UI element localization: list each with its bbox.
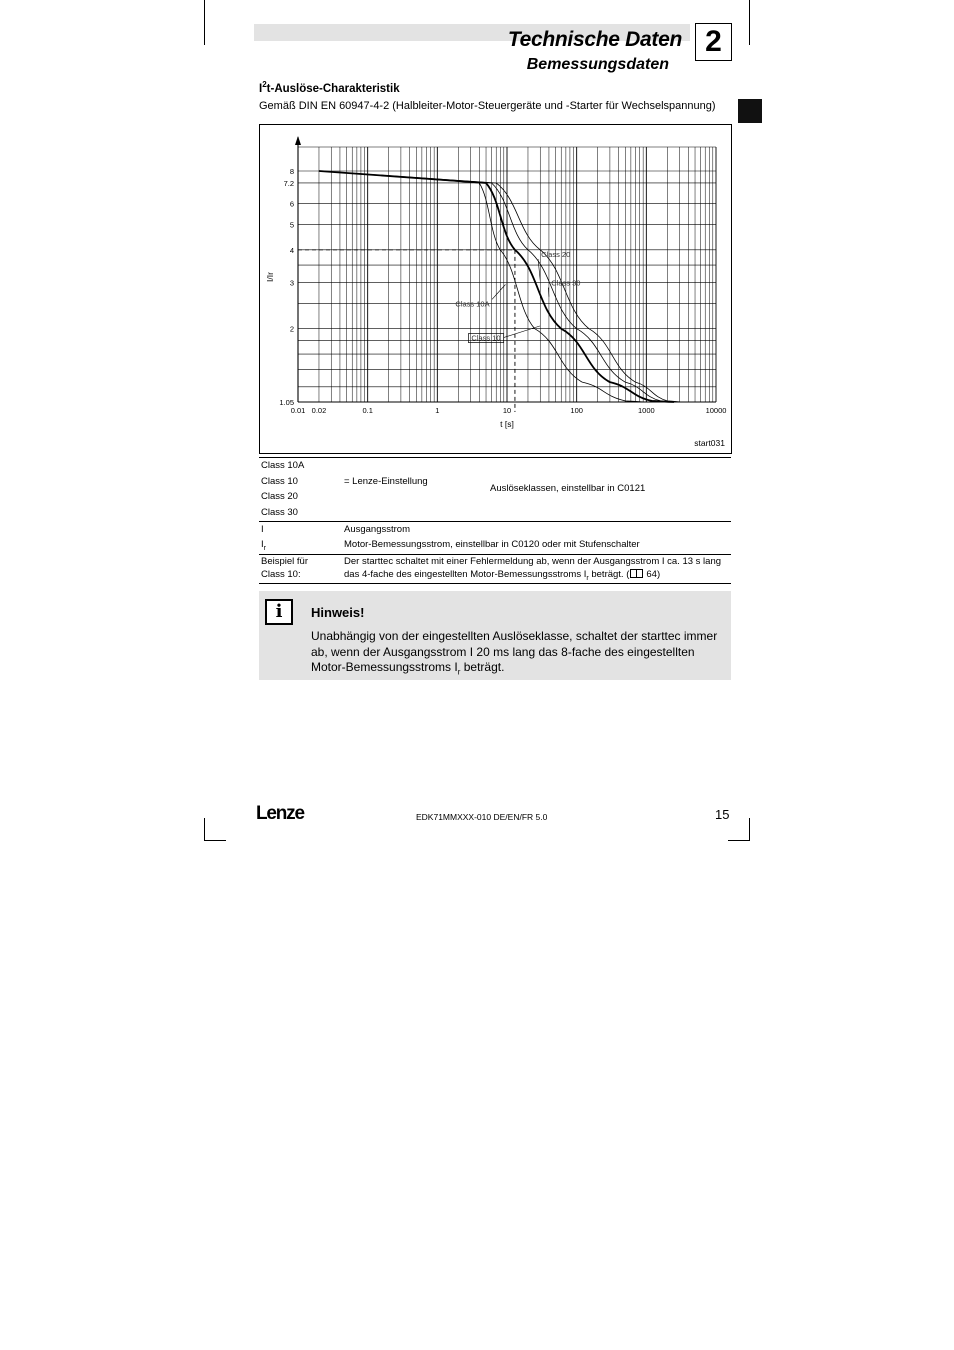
crop-mark [204, 818, 205, 841]
book-icon [630, 569, 643, 578]
legend-classes [259, 457, 731, 521]
page-reference[interactable]: 64) [646, 569, 661, 580]
example-text: Der starttec schaltet mit einer Fehlermeldung ab, wenn der Ausgangsstrom I ca. 13 s lang [344, 556, 722, 567]
series-label: Class 10 [471, 333, 501, 343]
legend-table [259, 457, 731, 584]
thumb-tab-marker [738, 99, 762, 123]
crop-mark [749, 0, 750, 45]
section-heading: $I^2t-Auslöse$-Charakteristik [259, 80, 400, 95]
y-tick-label: 2 [289, 324, 294, 334]
x-tick-label: 10 [502, 406, 512, 415]
page-title: Technische Daten [507, 28, 682, 51]
legend-class-item: Class 10A [261, 460, 305, 471]
x-tick-label: 1000 [637, 406, 655, 415]
example-text: das 4-fache des eingestellten Motor-Bemessungsstroms $I_r$ beträgt. ( 64) [344, 569, 661, 582]
symbol-i-description: Ausgangsstrom [344, 524, 411, 535]
x-tick-label: 0.1 [362, 406, 373, 415]
trip-characteristic-chart [260, 125, 731, 453]
label-leader-line [492, 284, 505, 299]
lenze-setting-note: = Lenze-Einstellung [344, 476, 428, 487]
series-class-10 [319, 171, 674, 402]
crop-mark [204, 0, 205, 45]
crop-mark [728, 840, 750, 841]
symbol-ir: $I_r$ [261, 539, 266, 552]
crop-mark [204, 840, 226, 841]
y-axis-label: I/Ir [265, 272, 275, 282]
x-tick-label: 100 [570, 406, 583, 415]
x-tick-label: 0.01 [290, 406, 306, 415]
y-axis-arrow [295, 136, 301, 145]
example-label: Beispiel für [261, 556, 308, 567]
y-tick-label: 1.05 [279, 398, 294, 407]
symbol-i: I [261, 524, 264, 535]
figure-id: start031 [694, 438, 725, 448]
page-number: 15 [715, 807, 730, 822]
series-label: Class 20 [541, 250, 571, 260]
y-tick-label: 3 [289, 278, 294, 288]
crop-mark [749, 818, 750, 841]
legend-example [259, 554, 731, 584]
page-subtitle: Bemessungsdaten [526, 56, 669, 73]
lenze-logo: Lenze [256, 803, 304, 824]
legend-class-item: Class 30 [261, 507, 298, 518]
series-label: Class 30 [551, 278, 581, 288]
hint-box [259, 591, 731, 680]
legend-class-item: Class 20 [261, 491, 298, 502]
x-tick-label: 0.02 [311, 406, 327, 415]
y-tick-label: 7.2 [283, 178, 294, 188]
legend-symbols [259, 521, 731, 554]
chapter-number: 2 [695, 23, 732, 61]
example-label: Class 10: [261, 569, 301, 580]
document-id: EDK71MMXXX-010 DE/EN/FR 5.0 [416, 812, 548, 822]
symbol-ir-description: Motor-Bemessungsstrom, einstellbar in C0120 oder mit Stufenschalter [344, 539, 640, 550]
x-tick-label: 10000 [705, 406, 727, 415]
series-label: Class 10A [455, 299, 490, 309]
section-description: Gemäß DIN EN 60947-4-2 (Halbleiter-Motor-Steuergeräte und -Starter für Wechselspannung) [259, 100, 716, 112]
hint-text: Unabhängig von der eingestellten Auslöseklasse, schaltet der starttec immer ab, wenn der Ausgangsstrom I 20 ms lang das 8-fache des eingestellten Motor-Bemessungsstroms $I_r$ beträgt. [311, 629, 718, 677]
hint-title: Hinweis! [311, 605, 365, 620]
y-tick-label: 5 [289, 220, 294, 230]
y-tick-label: 8 [289, 167, 294, 176]
legend-class-item: Class 10 [261, 476, 298, 487]
y-tick-label: 4 [289, 245, 294, 255]
label-leader-line [504, 326, 541, 338]
x-tick-label: 1 [435, 406, 440, 415]
trip-characteristic-figure [259, 124, 732, 454]
series-class-30 [319, 171, 684, 402]
class-setting-note: Auslöseklassen, einstellbar in C0121 [490, 483, 646, 494]
info-icon: i [265, 599, 293, 625]
y-tick-label: 6 [289, 199, 294, 209]
x-axis-label: t [s] [500, 419, 514, 429]
